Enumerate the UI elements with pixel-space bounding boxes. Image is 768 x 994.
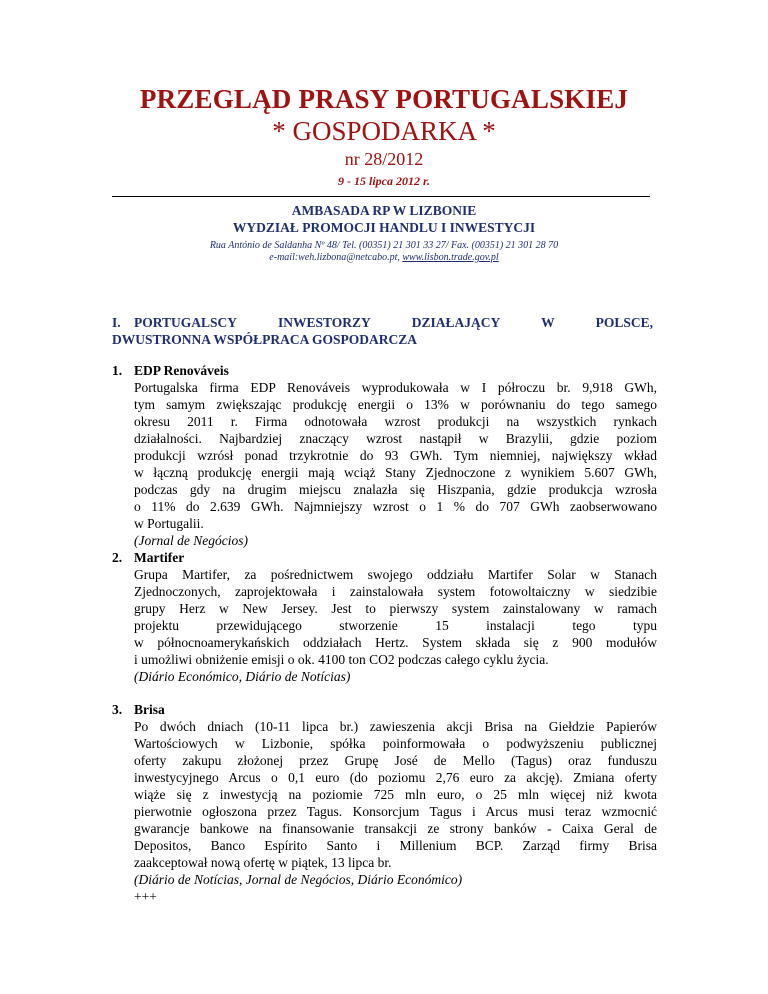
issue-number: nr 28/2012 <box>344 149 424 169</box>
section-number: I. <box>112 315 121 330</box>
issue-dates: 9 - 15 lipca 2012 r. <box>338 174 430 188</box>
item-text-line: grupy Herz w New Jersey. Jest to pierwszy system zainstalowany w ramach <box>134 601 657 616</box>
item-number: 3. <box>112 702 123 717</box>
section-title-word: PORTUGALSCY <box>134 315 238 330</box>
item-text-line: Wartościowych w Lizbonie, spółka poinformowała o podwyższeniu publicznej <box>134 736 657 751</box>
item-source: (Jornal de Negócios) <box>134 533 248 548</box>
section-title-line1 <box>134 314 653 331</box>
embassy-department: WYDZIAŁ PROMOCJI HANDLU I INWESTYCJI <box>232 220 536 235</box>
item-body <box>134 379 657 549</box>
item-text-line: Zjednoczonych, zaprojektowała i zainstalowała system fotowoltaiczny w siedzibie <box>134 584 657 599</box>
item-text-line: Depositos, Banco Espírito Santo i Millenium BCP. Zarząd firmy Brisa <box>134 838 657 853</box>
section-title-word: INWESTORZY <box>277 315 371 330</box>
item-number: 1. <box>112 363 123 378</box>
item-heading: Brisa <box>134 702 165 717</box>
item-text-line: o 11% do 2.639 GWh. Najmniejszy wzrost o 1 % do 707 GWh zaobserwowano <box>134 499 657 514</box>
item-text-line: w Portugalii. <box>134 516 204 531</box>
document-subtitle: * GOSPODARKA * <box>272 116 496 146</box>
website-link[interactable]: www.lisbon.trade.gov.pl <box>402 252 499 263</box>
item-text-line: projektu przewidującego stworzenie 15 instalacji tego typu <box>134 618 657 633</box>
item-text-line: gwarancje bankowe na finansowanie transakcji ze strony banków - Caixa Geral de <box>134 821 657 836</box>
item-text-line: tym samym zwiększając produkcję energii o 13% w porównaniu do tego samego <box>134 397 657 412</box>
section-title-word: W <box>541 315 555 330</box>
item-text-line: inwestycyjnego Arcus o 0,1 euro (do poziomu 2,76 euro za akcję). Zmiana oferty <box>134 770 657 785</box>
embassy-name: AMBASADA RP W LIZBONIE <box>291 203 477 218</box>
header-divider <box>112 196 650 197</box>
item-text-line: wiąże się z inwestycją na poziomie 725 mln euro, o 25 mln więcej niż kwota <box>134 787 657 802</box>
section-title-word: POLSCE, <box>595 315 653 330</box>
section-title-word: DZIAŁAJĄCY <box>411 315 501 330</box>
item-text-line: działalności. Najbardziej znaczący wzrost nastąpił w Brazylii, gdzie poziom <box>134 431 657 446</box>
item-text-line: zaakceptował nową ofertę w piątek, 13 lipca br. <box>134 855 392 870</box>
item-text-line: produkcji wzrósł ponad trzykrotnie do 93 GWh. Tym niemniej, największy wkład <box>134 448 657 463</box>
item-text-line: okresu 2011 r. Firma odnotowała wzrost produkcji na wszystkich rynkach <box>134 414 657 429</box>
item-text-line: Portugalska firma EDP Renováveis wyprodukowała w I półroczu br. 9,918 GWh, <box>134 380 657 395</box>
item-body <box>134 718 657 905</box>
item-text-line: i umożliwi obniżenie emisji o ok. 4100 ton CO2 podczas całego cyklu życia. <box>134 652 549 667</box>
item-text-line: Po dwóch dniach (10-11 lipca br.) zawieszenia akcji Brisa na Giełdzie Papierów <box>134 719 657 734</box>
item-heading: EDP Renováveis <box>134 363 229 378</box>
item-source: (Diário de Notícias, Jornal de Negócios, Diário Económico) <box>134 872 463 887</box>
item-body <box>134 566 657 685</box>
document-title: PRZEGLĄD PRASY PORTUGALSKIEJ <box>139 84 629 114</box>
embassy-address: Rua António de Saldanha Nº 48/ Tel. (00351) 21 301 33 27/ Fax. (00351) 21 301 28 70 <box>209 240 559 251</box>
item-text-line: w północnoamerykańskich oddziałach Hertz. System składa się z 900 modułów <box>134 635 657 650</box>
section-title-line2: DWUSTRONNA WSPÓŁPRACA GOSPODARCZA <box>112 332 418 347</box>
section-end-marker: +++ <box>134 889 157 904</box>
item-source: (Diário Económico, Diário de Notícias) <box>134 669 351 684</box>
email-text: e-mail:weh.lizbona@netcabo.pt, <box>269 252 403 263</box>
item-text-line: podczas gdy na drugim miejscu znalazła się Hiszpania, gdzie produkcja wzrosła <box>134 482 657 497</box>
embassy-contact <box>0 252 768 263</box>
item-heading: Martifer <box>134 550 185 565</box>
item-text-line: pierwotnie ogłoszona przez Tagus. Konsorcjum Tagus i Arcus musi teraz wzmocnić <box>134 804 657 819</box>
item-text-line: oferty zakupu złożonej przez Grupę José de Mello (Tagus) oraz funduszu <box>134 753 657 768</box>
item-text-line: w łączną produkcję energii mają wciąż Stany Zjednoczone z wynikiem 5.607 GWh, <box>134 465 657 480</box>
item-text-line: Grupa Martifer, za pośrednictwem swojego oddziału Martifer Solar w Stanach <box>134 567 657 582</box>
item-number: 2. <box>112 550 123 565</box>
